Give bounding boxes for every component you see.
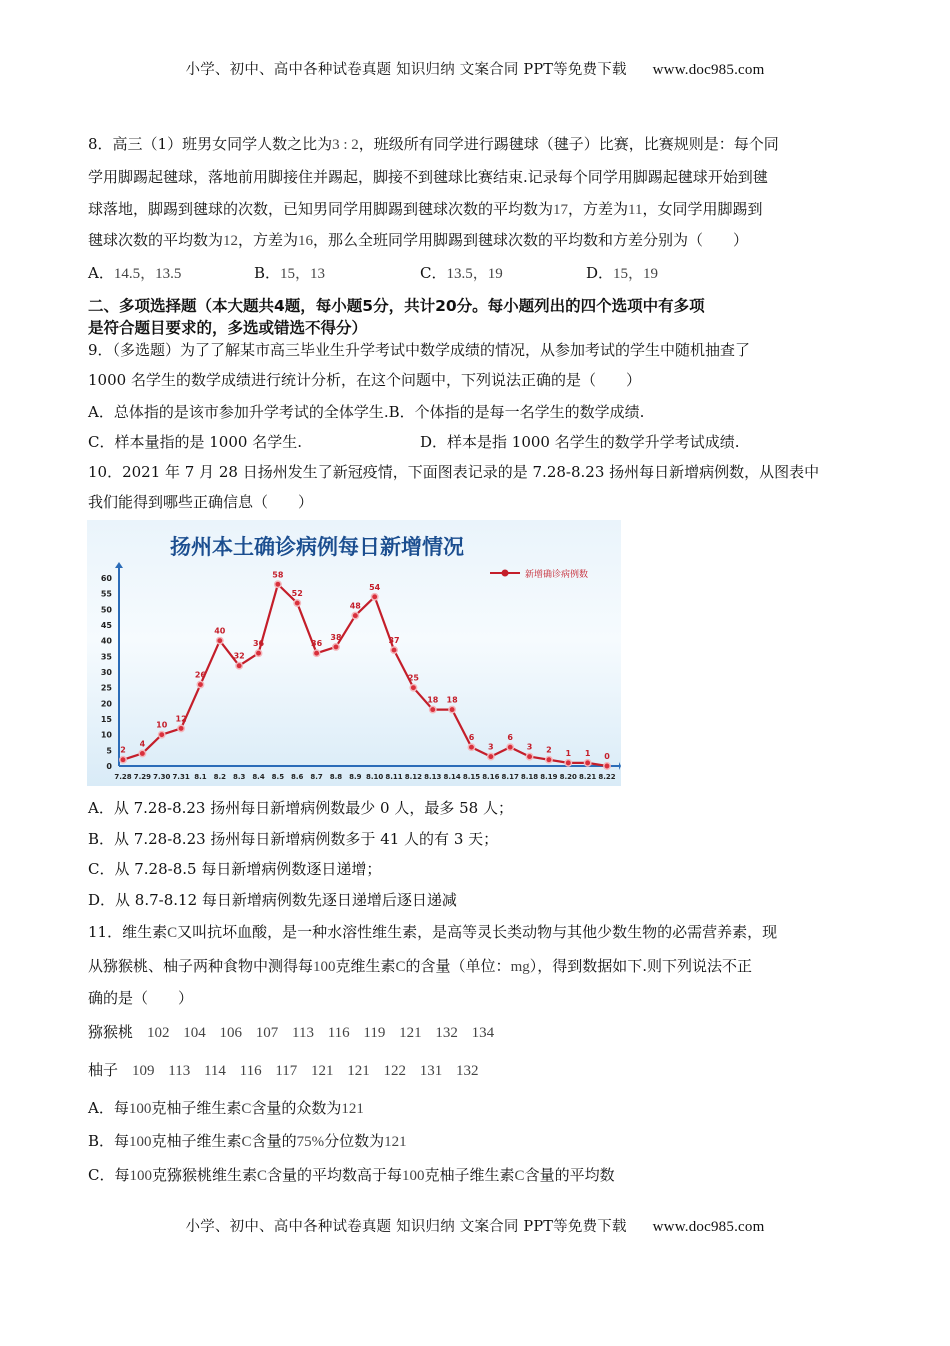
- y-tick-label: 55: [100, 589, 112, 599]
- data-point: [197, 681, 203, 687]
- q9-option-c[interactable]: C．样本量指的是 1000 名学生.: [88, 433, 302, 451]
- q9-option-a-b[interactable]: A．总体指的是该市参加升学考试的全体学生.B．个体指的是每一名学生的数学成绩.: [88, 403, 645, 421]
- y-axis-arrow: [115, 562, 123, 568]
- q8-line-2: 学用脚踢起毽球，落地前用脚接住并踢起，脚接不到毽球比赛结束.记录每个同学用脚踢起毽球开始到毽: [88, 168, 768, 186]
- pomelo-data-row: [88, 1059, 479, 1080]
- data-point: [236, 663, 242, 669]
- x-tick-label: 7.28: [114, 773, 132, 781]
- data-point: [546, 757, 552, 763]
- q11-option-b[interactable]: B．每100克柚子维生素C含量的75%分位数为121: [88, 1132, 407, 1150]
- data-point: [430, 706, 436, 712]
- data-point: [565, 760, 571, 766]
- x-tick-label: 8.16: [482, 773, 500, 781]
- y-tick-label: 35: [100, 652, 112, 662]
- x-tick-label: 8.7: [310, 773, 323, 781]
- x-tick-label: 8.5: [271, 773, 285, 781]
- data-label: 38: [330, 632, 342, 642]
- data-point: [255, 650, 261, 656]
- x-tick-label: 8.18: [520, 773, 539, 781]
- data-point: [294, 600, 300, 606]
- data-point: [139, 750, 145, 756]
- y-tick-label: 10: [100, 730, 112, 740]
- data-label: 3: [488, 742, 494, 752]
- y-tick-label: 5: [106, 746, 112, 756]
- q8-option-b[interactable]: B．15，13: [254, 264, 326, 282]
- chart-title: 扬州本土确诊病例每日新增情况: [170, 535, 464, 559]
- x-tick-label: 8.20: [559, 773, 577, 781]
- data-label: 54: [369, 582, 381, 592]
- section-2-heading-line-2: 是符合题目要求的，多选或错选不得分）: [88, 319, 368, 337]
- y-tick-label: 50: [100, 605, 112, 615]
- data-point: [526, 753, 532, 759]
- data-label: 4: [139, 739, 146, 749]
- kiwi-data-row: [88, 1021, 494, 1042]
- footer-text: 小学、初中、高中各种试卷真题 知识归纳 文案合同 PPT等免费下载: [185, 1219, 627, 1235]
- x-axis-arrow: [619, 762, 621, 770]
- data-label: 26: [194, 670, 207, 680]
- data-label: 37: [388, 636, 400, 646]
- header-text: 小学、初中、高中各种试卷真题 知识归纳 文案合同 PPT等免费下载: [185, 62, 627, 78]
- pomelo-values: 109 113 114 116 117 121 121 122 131 132: [132, 1063, 479, 1079]
- q9-line-2: 1000 名学生的数学成绩进行统计分析，在这个问题中，下列说法正确的是（ ）: [88, 371, 641, 389]
- x-tick-label: 7.29: [133, 773, 152, 781]
- data-point: [217, 637, 223, 643]
- cases-chart-svg: [87, 520, 621, 786]
- x-tick-label: 8.4: [252, 773, 265, 781]
- x-tick-label: 7.31: [172, 773, 190, 781]
- data-label: 18: [427, 695, 439, 705]
- data-point: [352, 612, 358, 618]
- legend-label: 新增确诊病例数: [525, 570, 589, 580]
- data-point: [120, 757, 126, 763]
- data-label: 52: [291, 589, 303, 599]
- x-tick-label: 8.13: [424, 773, 442, 781]
- data-point: [410, 684, 416, 690]
- data-label: 6: [507, 733, 513, 743]
- q11-option-c[interactable]: C．每100克猕猴桃维生素C含量的平均数高于每100克柚子维生素C含量的平均数: [88, 1166, 615, 1184]
- data-point: [449, 706, 455, 712]
- q11-line-3: 确的是（ ）: [88, 989, 194, 1007]
- y-tick-label: 30: [100, 668, 112, 677]
- cases-chart: [87, 520, 621, 786]
- data-point: [275, 581, 281, 587]
- q11-line-1: 11．维生素C又叫抗坏血酸，是一种水溶性维生素，是高等灵长类动物与其他少数生物的必需营养素，现: [88, 923, 778, 941]
- data-point: [178, 725, 184, 731]
- data-point: [333, 644, 339, 650]
- data-label: 25: [407, 673, 419, 683]
- q10-option-a[interactable]: A．从 7.28-8.23 扬州每日新增病例数最少 0 人，最多 58 人；: [88, 799, 513, 817]
- q8-line-4: 毽球次数的平均数为12，方差为16，那么全班同学用脚踢到毽球次数的平均数和方差分别为（ ）: [88, 231, 749, 249]
- data-label: 32: [233, 651, 245, 661]
- page-footer: [0, 1215, 950, 1236]
- q8-option-d[interactable]: D．15，19: [586, 264, 659, 282]
- data-label: 3: [526, 742, 533, 752]
- data-label: 36: [311, 639, 323, 649]
- x-tick-label: 8.17: [501, 773, 519, 781]
- data-point: [488, 753, 494, 759]
- x-tick-label: 8.3: [232, 773, 246, 781]
- data-label: 48: [349, 601, 361, 611]
- x-tick-label: 8.11: [385, 773, 403, 781]
- q8-line-1: 8．高三（1）班男女同学人数之比为3 : 2，班级所有同学进行踢毽球（毽子）比赛，比赛规则是：每个同: [88, 135, 779, 153]
- x-tick-label: 8.14: [443, 773, 461, 781]
- data-point: [371, 594, 377, 600]
- x-tick-label: 8.9: [349, 773, 362, 781]
- data-label: 58: [272, 570, 284, 580]
- q10-option-c[interactable]: C．从 7.28-8.5 每日新增病例数逐日递增；: [88, 860, 382, 878]
- x-tick-label: 8.6: [291, 773, 304, 781]
- y-tick-label: 0: [106, 762, 112, 771]
- data-point: [604, 763, 610, 769]
- q11-line-2: 从猕猴桃、柚子两种食物中测得每100克维生素C的含量（单位：mg），得到数据如下.则下列说法不正: [88, 957, 753, 975]
- q10-option-b[interactable]: B．从 7.28-8.23 扬州每日新增病例数多于 41 人的有 3 天；: [88, 830, 499, 848]
- chart-legend: [490, 568, 588, 580]
- data-label: 18: [446, 695, 458, 705]
- x-tick-label: 8.15: [462, 773, 481, 781]
- q10-line-1: 10．2021 年 7 月 28 日扬州发生了新冠疫情，下面图表记录的是 7.28-8.23 扬州每日新增病例数，从图表中: [88, 463, 820, 481]
- y-tick-label: 25: [100, 683, 112, 693]
- kiwi-label: 猕猴桃: [88, 1023, 134, 1041]
- data-label: 40: [214, 626, 226, 636]
- x-tick-label: 7.30: [153, 773, 171, 781]
- data-label: 36: [252, 639, 265, 649]
- x-tick-label: 8.8: [329, 773, 343, 781]
- data-point: [313, 650, 319, 656]
- x-tick-label: 8.21: [578, 773, 597, 781]
- y-tick-label: 40: [100, 636, 112, 646]
- x-tick-label: 8.10: [366, 773, 384, 781]
- data-label: 1: [565, 748, 572, 758]
- q10-option-d[interactable]: D．从 8.7-8.12 每日新增病例数先逐日递增后逐日递减: [88, 891, 457, 909]
- y-tick-label: 60: [100, 574, 112, 583]
- x-tick-label: 8.1: [194, 773, 207, 781]
- data-label: 12: [175, 714, 187, 724]
- footer-url[interactable]: www.doc985.com: [652, 1219, 765, 1235]
- data-point: [391, 647, 397, 653]
- x-tick-label: 8.19: [540, 773, 558, 781]
- data-label: 2: [546, 745, 552, 755]
- x-tick-label: 8.22: [598, 773, 616, 781]
- q10-line-2: 我们能得到哪些正确信息（ ）: [88, 493, 314, 511]
- x-tick-label: 8.2: [213, 773, 227, 781]
- q11-option-a[interactable]: A．每100克柚子维生素C含量的众数为121: [88, 1099, 364, 1117]
- q8-line-3: 球落地，脚踢到毽球的次数，已知男同学用脚踢到毽球次数的平均数为17，方差为11，女同学用脚踢到: [88, 200, 763, 218]
- data-label: 6: [468, 733, 475, 743]
- pomelo-label: 柚子: [88, 1061, 119, 1079]
- data-point: [159, 731, 165, 737]
- section-2-heading-line-1: 二、多项选择题（本大题共4题，每小题5分，共计20分。每小题列出的四个选项中有多项: [88, 297, 705, 315]
- data-point: [507, 744, 513, 750]
- y-tick-label: 15: [100, 715, 112, 724]
- y-tick-label: 45: [100, 621, 112, 630]
- legend-marker: [502, 570, 509, 577]
- x-tick-label: 8.12: [404, 773, 423, 781]
- header-url[interactable]: www.doc985.com: [652, 62, 765, 78]
- q9-line-1: 9．（多选题）为了了解某市高三毕业生升学考试中数学成绩的情况，从参加考试的学生中随机抽查了: [88, 341, 751, 359]
- kiwi-values: 102 104 106 107 113 116 119 121 132 134: [147, 1025, 495, 1041]
- data-label: 2: [120, 745, 126, 755]
- data-label: 10: [156, 720, 168, 730]
- q8-option-a[interactable]: A．14.5，13.5: [88, 264, 182, 282]
- q9-option-d[interactable]: D．样本是指 1000 名学生的数学升学考试成绩.: [420, 433, 740, 451]
- page-header: [0, 58, 950, 79]
- y-tick-label: 20: [100, 699, 112, 709]
- data-point: [468, 744, 474, 750]
- q8-option-c[interactable]: C．13.5，19: [420, 264, 503, 282]
- data-label: 1: [584, 748, 591, 758]
- data-point: [584, 760, 590, 766]
- data-label: 0: [604, 752, 610, 761]
